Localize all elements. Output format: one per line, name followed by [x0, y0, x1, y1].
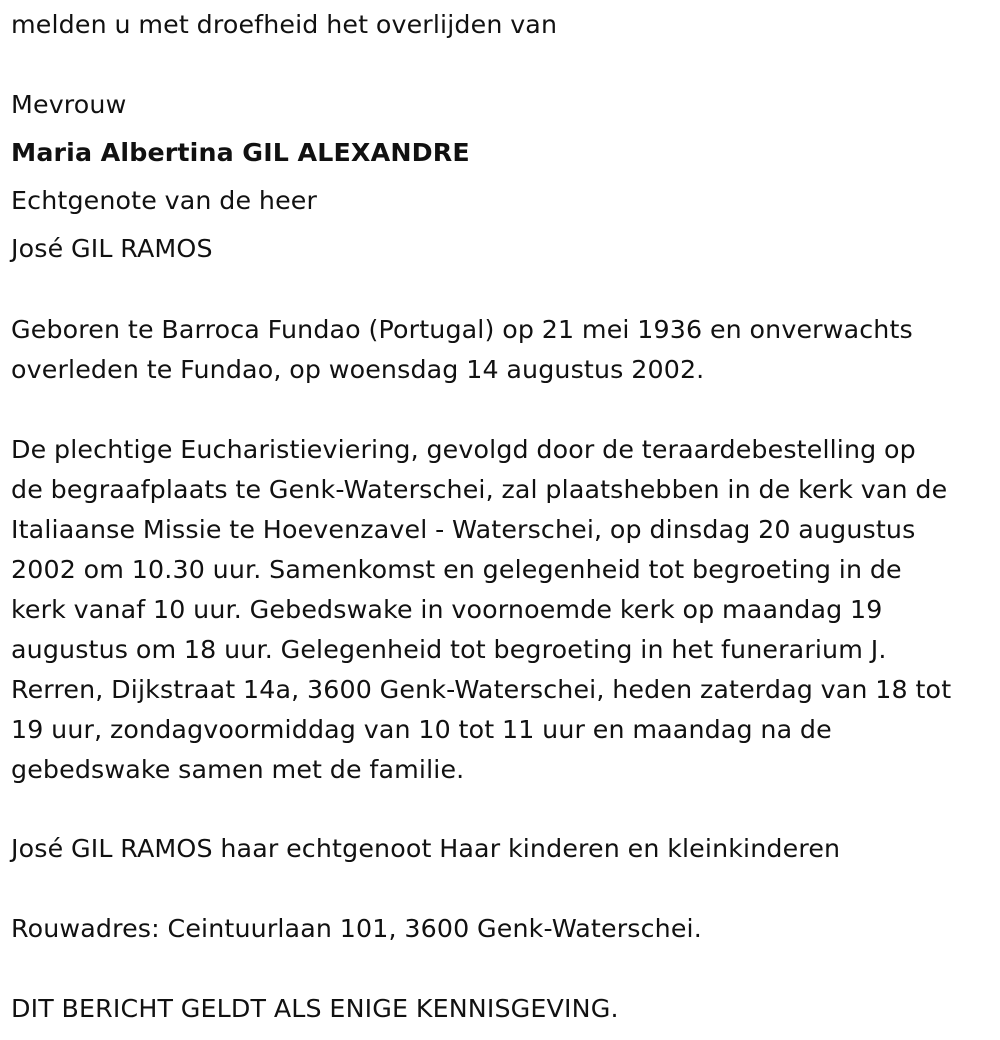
paragraph-line: Rerren, Dijkstraat 14a, 3600 Genk-Waterschei, heden zaterdag van 18 tot: [11, 675, 952, 704]
paragraph-line: 2002 om 10.30 uur. Samenkomst en gelegenheid tot begroeting in de: [11, 555, 902, 584]
paragraph-line: overleden te Fundao, op woensdag 14 augustus 2002.: [11, 355, 705, 384]
paragraph-line: Geboren te Barroca Fundao (Portugal) op 21 mei 1936 en onverwachts: [11, 315, 913, 344]
paragraph-line: Italiaanse Missie te Hoevenzavel - Waterschei, op dinsdag 20 augustus: [11, 515, 916, 544]
paragraph-line: augustus om 18 uur. Gelegenheid tot begroeting in het funerarium J.: [11, 635, 887, 664]
salutation: Mevrouw: [11, 90, 127, 119]
family-line: José GIL RAMOS haar echtgenoot Haar kinderen en kleinkinderen: [11, 834, 841, 863]
deceased-name: Maria Albertina GIL ALEXANDRE: [11, 138, 470, 167]
paragraph-line: kerk vanaf 10 uur. Gebedswake in voornoemde kerk op maandag 19: [11, 595, 883, 624]
closing-statement: DIT BERICHT GELDT ALS ENIGE KENNISGEVING.: [11, 994, 619, 1023]
spouse-name: José GIL RAMOS: [11, 234, 213, 263]
birth-death-paragraph: [11, 310, 986, 390]
ceremony-paragraph: [11, 430, 986, 790]
paragraph-line: 19 uur, zondagvoormiddag van 10 tot 11 uur en maandag na de: [11, 715, 832, 744]
paragraph-line: gebedswake samen met de familie.: [11, 755, 465, 784]
intro-text: melden u met droefheid het overlijden van: [11, 10, 558, 39]
mourning-address: Rouwadres: Ceintuurlaan 101, 3600 Genk-Waterschei.: [11, 914, 702, 943]
paragraph-line: de begraafplaats te Genk-Waterschei, zal plaatshebben in de kerk van de: [11, 475, 948, 504]
paragraph-line: De plechtige Eucharistieviering, gevolgd door de teraardebestelling op: [11, 435, 916, 464]
relation-text: Echtgenote van de heer: [11, 186, 318, 215]
